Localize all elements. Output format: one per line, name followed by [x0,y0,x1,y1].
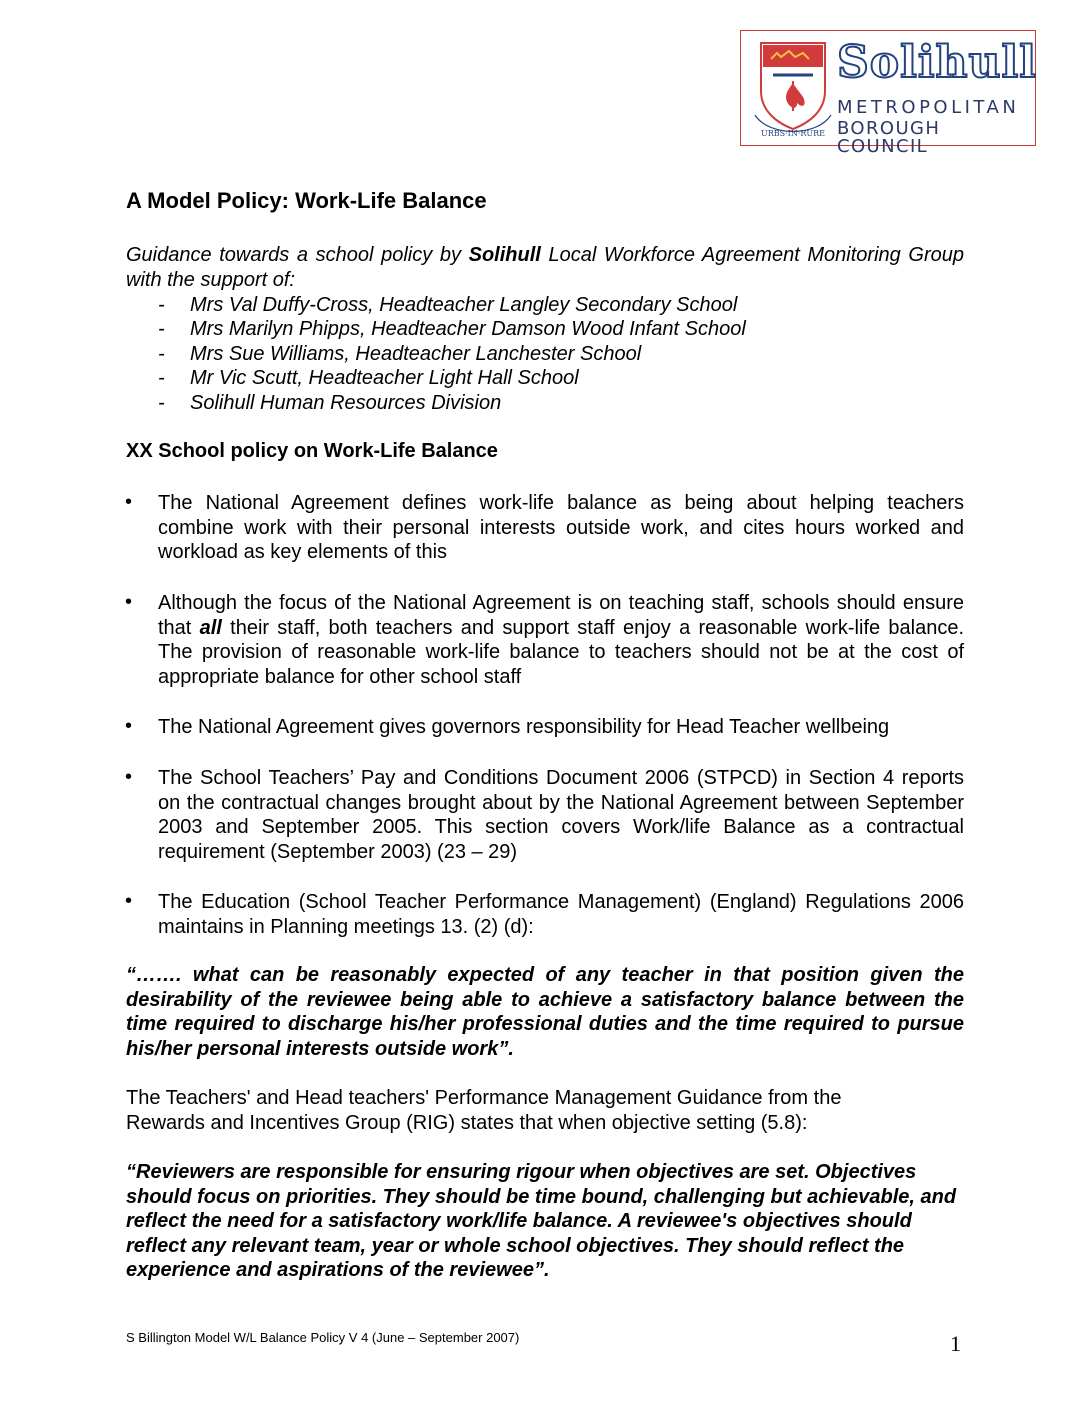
list-item [158,294,738,317]
logo-line-borough-council: BOROUGH COUNCIL [837,118,941,157]
intro-paragraph [126,243,964,292]
page-footer: S Billington Model W/L Balance Policy V 4 (June – September 2007) [126,1330,520,1345]
supporter-name: Mrs Marilyn Phipps, Headteacher Damson Wood Infant School [190,318,746,340]
list-item [158,367,579,390]
rig-quote: “Reviewers are responsible for ensuring rigour when objectives are set. Objectives should focus on priorities. They should be time bound, challenging but achievable, and reflect the need for a satisfactory work/life balance. A reviewee's objectives should reflect any relevant team, year or whole school objectives. They should reflect the experience and aspirations of the reviewee”. [126,1161,957,1282]
bullet-marker: • [125,890,133,912]
bullet-item: The School Teachers’ Pay and Conditions Document 2006 (STPCD) in Section 4 reports on the contractual changes brought about by the National Agreement between September 2003 and September 2005. This section covers Work/life Balance as a contractual requirement (September 2003) (23 – 29) [158,767,964,863]
intro-text-before: Guidance towards a school policy by [126,244,469,266]
supporter-name: Solihull Human Resources Division [190,392,502,414]
dash-marker: - [158,392,165,414]
council-logo [740,30,1037,157]
dash-marker: - [158,343,165,365]
logo-line-metropolitan: METROPOLITAN [837,97,1020,118]
page-number: 1 [950,1331,961,1356]
motto-text: URBS·IN·RURE [761,129,825,138]
emphasis-all: all [199,616,222,639]
bullet-text-after: their staff, both teachers and support staff enjoy a reasonable work-life balance. The provision of reasonable work-life balance to teachers should not be at the cost of appropriate balance for other school staff [158,616,964,688]
bullet-item: The Education (School Teacher Performance Management) (England) Regulations 2006 maintains in Planning meetings 13. (2) (d): [158,891,964,938]
bullet-marker: • [125,491,133,513]
council-crest-icon [747,37,839,141]
bullet-marker: • [125,766,133,788]
regulation-quote: “……. what can be reasonably expected of any teacher in that position given the desirability of the reviewee being able to achieve a satisfactory balance between the time required to discharge his/her professional duties and the time required to pursue his/her personal interests outside work”. [126,964,964,1060]
rig-paragraph: The Teachers' and Head teachers' Performance Management Guidance from the Rewards and Incentives Group (RIG) states that when objective setting (5.8): [126,1087,842,1134]
logo-wordmark: Solihull [837,37,1037,88]
document-title: A Model Policy: Work-Life Balance [126,188,487,213]
list-item [158,392,502,415]
section-heading: XX School policy on Work-Life Balance [126,440,498,462]
bullet-item: The National Agreement gives governors responsibility for Head Teacher wellbeing [158,716,890,738]
dash-marker: - [158,367,165,389]
bullet-item: The National Agreement defines work-life balance as being about helping teachers combine work with their personal interests outside work, and cites hours worked and workload as key elements of this [158,492,964,564]
supporter-name: Mr Vic Scutt, Headteacher Light Hall School [190,367,579,389]
bullet-marker: • [125,591,133,613]
list-item [158,318,746,341]
supporter-name: Mrs Val Duffy-Cross, Headteacher Langley Secondary School [190,294,738,316]
list-item [158,343,642,366]
bullet-marker: • [125,715,133,737]
bullet-item [158,591,964,689]
dash-marker: - [158,294,165,316]
intro-text-bold: Solihull [468,244,541,266]
bullet-text-before: Although the focus of the National Agreement is on teaching staff, schools should ensure that [158,592,964,639]
dash-marker: - [158,318,165,340]
supporter-name: Mrs Sue Williams, Headteacher Lanchester School [190,343,642,365]
intro-text-after: Local Workforce Agreement Monitoring Group with the support of: [126,244,964,291]
